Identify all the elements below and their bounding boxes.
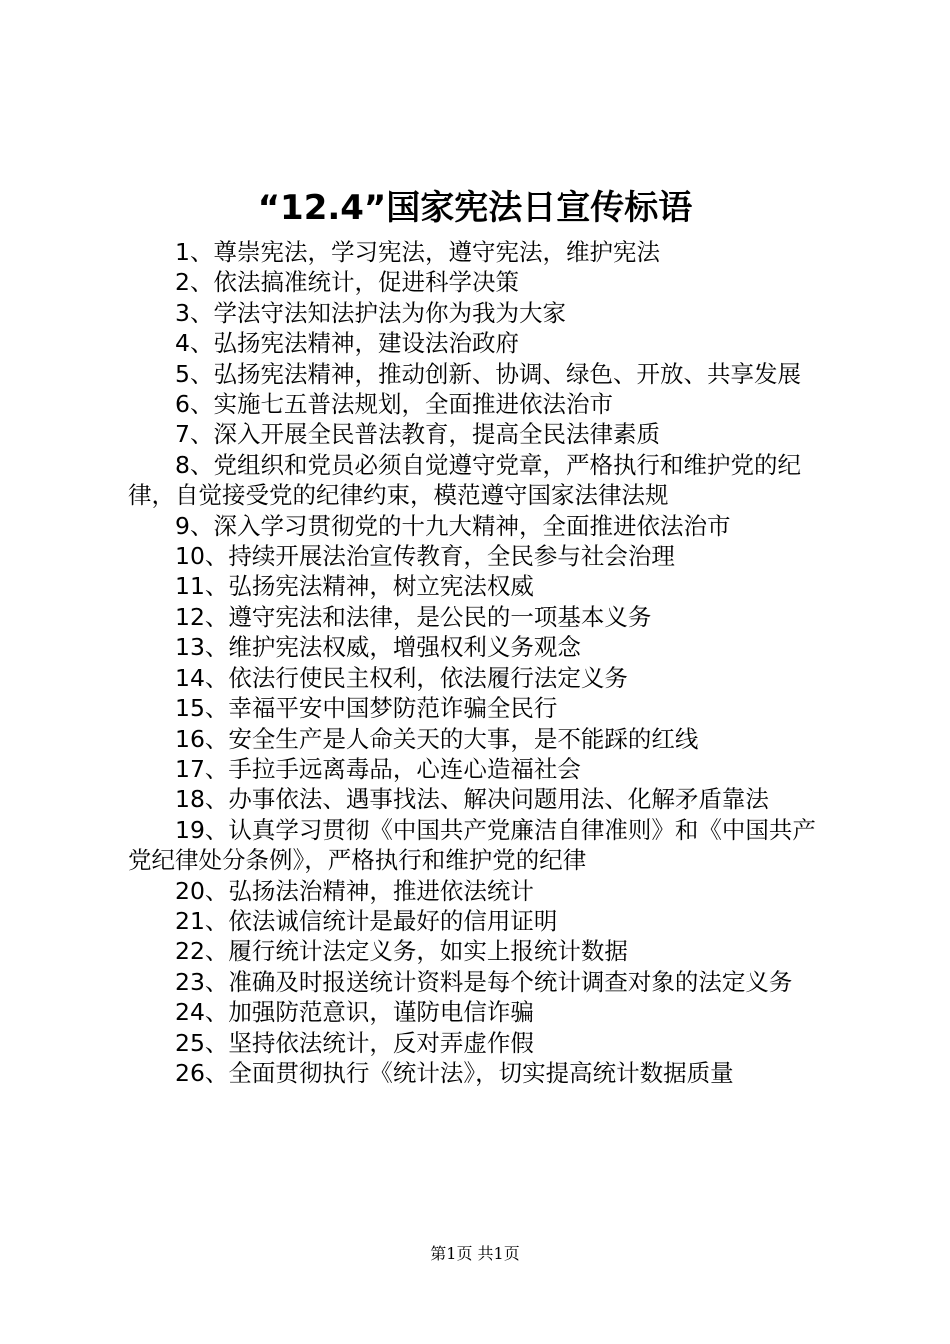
slogan-list — [128, 237, 833, 1088]
slogan-item: 1、尊崇宪法，学习宪法，遵守宪法，维护宪法 — [175, 238, 660, 266]
slogan-item: 3、学法守法知法护法为你为我为大家 — [175, 298, 566, 327]
slogan-item: 6、实施七五普法规划，全面推进依法治市 — [175, 390, 613, 419]
slogan-item: 19、认真学习贯彻《中国共产党廉洁自律准则》和《中国共产党纪律处分条例》，严格执行和维护党的纪律 — [128, 815, 816, 875]
slogan-item: 5、弘扬宪法精神，推动创新、协调、绿色、开放、共享发展 — [175, 359, 801, 388]
slogan-item: 24、加强防范意识，谨防电信诈骗 — [175, 998, 534, 1027]
slogan-item: 20、弘扬法治精神，推进依法统计 — [175, 876, 534, 905]
slogan-item: 18、办事依法、遇事找法、解决问题用法、化解矛盾靠法 — [175, 785, 769, 814]
slogan-item: 15、幸福平安中国梦防范诈骗全民行 — [175, 694, 558, 723]
slogan-item: 4、弘扬宪法精神，建设法治政府 — [175, 329, 519, 358]
slogan-item: 13、维护宪法权威，增强权利义务观念 — [175, 633, 581, 662]
slogan-item: 14、依法行使民主权利，依法履行法定义务 — [175, 663, 628, 692]
slogan-item: 2、依法搞准统计，促进科学决策 — [175, 268, 519, 297]
slogan-item: 25、坚持依法统计，反对弄虚作假 — [175, 1028, 534, 1057]
slogan-item: 17、手拉手远离毒品，心连心造福社会 — [175, 754, 581, 783]
slogan-item: 16、安全生产是人命关天的大事，是不能踩的红线 — [175, 724, 699, 753]
slogan-item: 10、持续开展法治宣传教育，全民参与社会治理 — [175, 542, 675, 571]
slogan-item: 26、全面贯彻执行《统计法》，切实提高统计数据质量 — [175, 1058, 734, 1087]
document-title: “12.4”国家宪法日宣传标语 — [257, 188, 693, 228]
slogan-item: 21、依法诚信统计是最好的信用证明 — [175, 906, 558, 935]
slogan-item: 22、履行统计法定义务，如实上报统计数据 — [175, 937, 628, 966]
slogan-item: 23、准确及时报送统计资料是每个统计调查对象的法定义务 — [175, 967, 793, 996]
slogan-item: 12、遵守宪法和法律，是公民的一项基本义务 — [175, 602, 652, 631]
slogan-item: 9、深入学习贯彻党的十九大精神，全面推进依法治市 — [175, 511, 731, 540]
slogan-item: 8、党组织和党员必须自觉遵守党章，严格执行和维护党的纪律，自觉接受党的纪律约束，模范遵守国家法律法规 — [128, 450, 801, 510]
page-footer: 第1页 共1页 — [430, 1244, 520, 1263]
slogan-item: 7、深入开展全民普法教育，提高全民法律素质 — [175, 420, 660, 449]
slogan-item: 11、弘扬宪法精神，树立宪法权威 — [175, 572, 534, 601]
